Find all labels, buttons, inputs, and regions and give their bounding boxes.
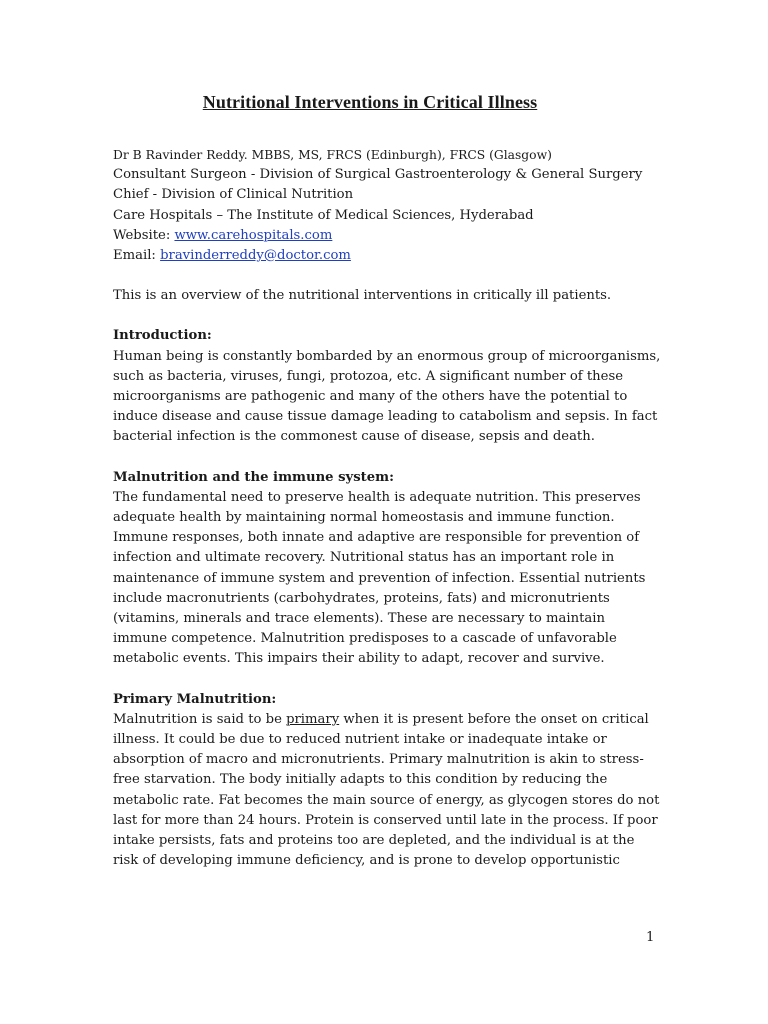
website-link[interactable]: www.carehospitals.com <box>174 227 333 243</box>
primary-malnutrition-heading: Primary Malnutrition: <box>113 691 277 707</box>
malnutrition-immune-paragraph: The fundamental need to preserve health is adequate nutrition. This preserves adequate health by maintaining normal homeostasis and immune function. Immune responses, both innate and adaptive are responsible for prevention of infection and ultimate recovery. Nutritional status has an important role in maintenance of immune system and prevention of infection. Essential nutrients include macronutrients (carbohydrates, proteins, fats) and micronutrients (vitamins, minerals and trace elements). These are necessary to maintain immune competence. Malnutrition predisposes to a cascade of unfavorable metabolic events. This impairs their ability to adapt, recover and survive. <box>113 489 646 667</box>
spacer <box>113 266 661 286</box>
primary-malnutrition-text-rest: when it is present before the onset on critical illness. It could be due to reduced nutrient intake or inadequate intake or absorption of macro and micronutrients. Primary malnutrition is akin to stress-free starvation. The body initially adapts to this condition by reducing the metabolic rate. Fat becomes the main source of energy, as glycogen stores do not last for more than 24 hours. Protein is conserved until late in the process. If poor intake persists, fats and proteins too are depleted, and the individual is at the risk of developing immune deficiency, and is prone to develop opportunistic <box>113 711 660 869</box>
email-label: Email: <box>113 248 161 264</box>
document-title: Nutritional Interventions in Critical Illness <box>202 92 538 112</box>
spacer <box>113 306 661 326</box>
primary-malnutrition-text-start: Malnutrition is said to be <box>113 711 287 727</box>
overview-paragraph: This is an overview of the nutritional interventions in critically ill patients. <box>113 288 612 304</box>
website-label: Website: <box>113 227 175 243</box>
author-name-line: Dr B Ravinder Reddy. MBBS, MS, FRCS (Edinburgh), FRCS (Glasgow) <box>113 148 552 162</box>
primary-malnutrition-paragraph <box>113 710 661 872</box>
spacer <box>113 448 661 468</box>
email-link[interactable]: bravinderreddy@doctor.com <box>160 248 351 264</box>
author-block <box>113 145 661 266</box>
introduction-heading: Introduction: <box>113 328 212 344</box>
spacer <box>113 670 661 690</box>
website-line <box>113 226 661 246</box>
introduction-paragraph: Human being is constantly bombarded by an enormous group of microorganisms, such as bacteria, viruses, fungi, protozoa, etc. A significant number of these microorganisms are pathogenic and many of the others have the potential to induce disease and cause tissue damage leading to catabolism and sepsis. In fact bacterial infection is the commonest cause of disease, sepsis and death. <box>113 348 661 445</box>
author-institution-line: Care Hospitals – The Institute of Medical Sciences, Hyderabad <box>113 207 534 223</box>
author-position-line: Consultant Surgeon - Division of Surgical Gastroenterology & General Surgery <box>113 167 643 183</box>
primary-underlined-word: primary <box>286 711 340 727</box>
author-chief-line: Chief - Division of Clinical Nutrition <box>113 187 354 203</box>
malnutrition-immune-heading: Malnutrition and the immune system: <box>113 469 394 485</box>
document-body <box>113 145 661 872</box>
page-number: 1 <box>646 930 655 945</box>
email-line <box>113 246 661 266</box>
